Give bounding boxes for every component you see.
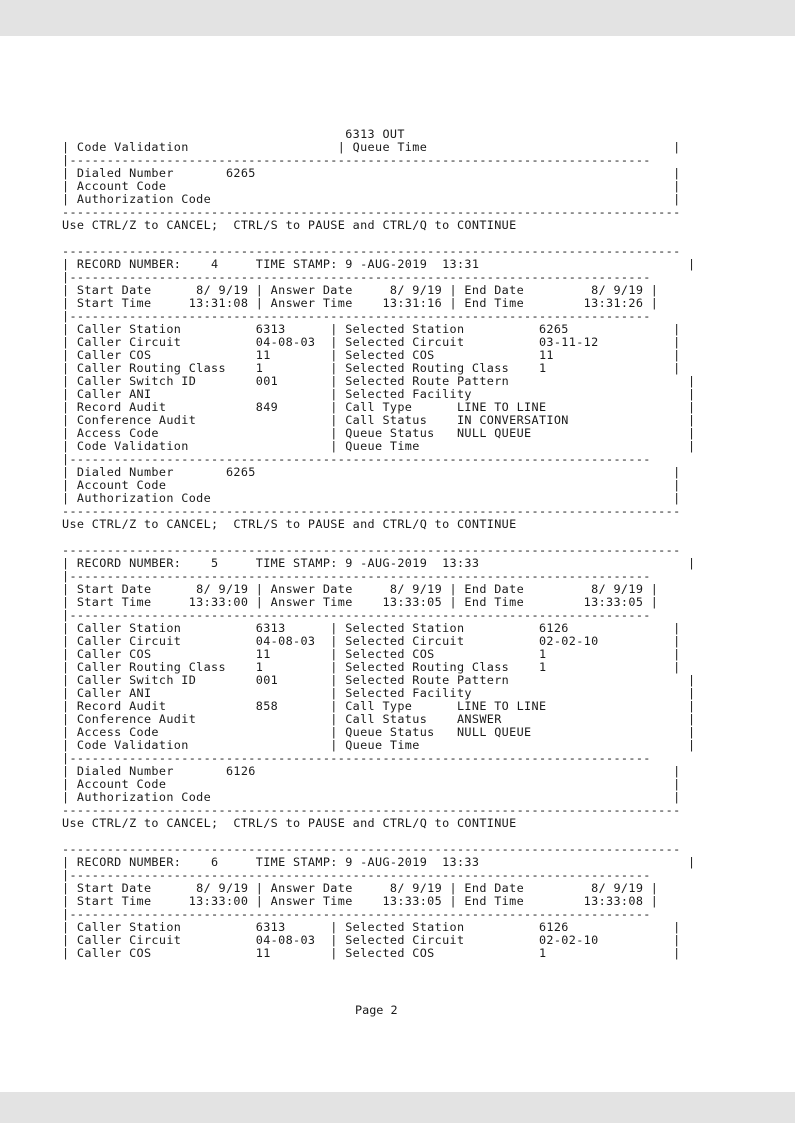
call-record-printout — [62, 128, 695, 960]
printout-line: | Caller Circuit 04-08-03 | Selected Circuit 02-02-10 | — [62, 933, 681, 947]
printout-line: ----------------------------------------------------------------------------------- — [62, 504, 681, 518]
printout-line: | Start Time 13:33:00 | Answer Time 13:33:05 | End Time 13:33:05 | — [62, 595, 659, 609]
printout-line: | Account Code | — [62, 478, 681, 492]
printout-line: | RECORD NUMBER: 6 TIME STAMP: 9 -AUG-2019 13:33 | — [62, 855, 696, 869]
printout-line: | Code Validation | Queue Time | — [62, 439, 696, 453]
printout-line: | Caller Station 6313 | Selected Station 6265 | — [62, 322, 681, 336]
printout-line: | Conference Audit | Call Status IN CONVERSATION | — [62, 413, 696, 427]
printout-line: | Caller ANI | Selected Facility | — [62, 387, 696, 401]
printout-line: Use CTRL/Z to CANCEL; CTRL/S to PAUSE and CTRL/Q to CONTINUE — [62, 816, 517, 830]
printout-line: |------------------------------------------------------------------------------ — [62, 608, 651, 622]
printout-line: | Start Date 8/ 9/19 | Answer Date 8/ 9/19 | End Date 8/ 9/19 | — [62, 582, 659, 596]
printout-line: | Record Audit 858 | Call Type LINE TO LINE | — [62, 699, 696, 713]
printout-line: | Dialed Number 6265 | — [62, 465, 681, 479]
printout-line: | Authorization Code | — [62, 491, 681, 505]
printout-line: |------------------------------------------------------------------------------ — [62, 452, 651, 466]
printout-line: ----------------------------------------------------------------------------------- — [62, 842, 681, 856]
printout-line: | Caller Station 6313 | Selected Station 6126 | — [62, 621, 681, 635]
printout-line: | Caller COS 11 | Selected COS 11 | — [62, 348, 681, 362]
printout-line: | Access Code | Queue Status NULL QUEUE | — [62, 725, 696, 739]
printout-line: | Dialed Number 6265 | — [62, 166, 681, 180]
printout-line: |------------------------------------------------------------------------------ — [62, 907, 651, 921]
scanner-bottom-band — [0, 1092, 795, 1123]
scanner-top-band — [0, 0, 795, 36]
printout-line: ----------------------------------------------------------------------------------- — [62, 205, 681, 219]
printout-line: |------------------------------------------------------------------------------ — [62, 868, 651, 882]
printout-line: | Caller COS 11 | Selected COS 1 | — [62, 946, 681, 960]
printout-line: | Authorization Code | — [62, 790, 681, 804]
printout-line: |------------------------------------------------------------------------------ — [62, 751, 651, 765]
printout-line: ----------------------------------------------------------------------------------- — [62, 543, 681, 557]
printout-line: Use CTRL/Z to CANCEL; CTRL/S to PAUSE and CTRL/Q to CONTINUE — [62, 218, 517, 232]
printout-line: | RECORD NUMBER: 5 TIME STAMP: 9 -AUG-2019 13:33 | — [62, 556, 696, 570]
printout-line: | Start Date 8/ 9/19 | Answer Date 8/ 9/19 | End Date 8/ 9/19 | — [62, 283, 659, 297]
printout-line: | Account Code | — [62, 179, 681, 193]
printout-line: | Code Validation | Queue Time | — [62, 738, 696, 752]
printout-line: |------------------------------------------------------------------------------ — [62, 153, 651, 167]
page-number: Page 2 — [355, 1003, 398, 1017]
printout-line: ----------------------------------------------------------------------------------- — [62, 803, 681, 817]
printout-line: | Caller ANI | Selected Facility | — [62, 686, 696, 700]
printout-line: | Start Date 8/ 9/19 | Answer Date 8/ 9/19 | End Date 8/ 9/19 | — [62, 881, 659, 895]
printout-line: | Authorization Code | — [62, 192, 681, 206]
printout-line: | Caller Circuit 04-08-03 | Selected Circuit 03-11-12 | — [62, 335, 681, 349]
printout-line: | Account Code | — [62, 777, 681, 791]
printout-line: | Caller Switch ID 001 | Selected Route Pattern | — [62, 673, 696, 687]
printout-line: |------------------------------------------------------------------------------ — [62, 309, 651, 323]
printout-line: | Record Audit 849 | Call Type LINE TO LINE | — [62, 400, 696, 414]
printout-line: | Caller Circuit 04-08-03 | Selected Circuit 02-02-10 | — [62, 634, 681, 648]
printout-line: | RECORD NUMBER: 4 TIME STAMP: 9 -AUG-2019 13:31 | — [62, 257, 696, 271]
printout-line: | Start Time 13:31:08 | Answer Time 13:31:16 | End Time 13:31:26 | — [62, 296, 659, 310]
printout-line: | Dialed Number 6126 | — [62, 764, 681, 778]
printout-line: ----------------------------------------------------------------------------------- — [62, 244, 681, 258]
printout-line: | Conference Audit | Call Status ANSWER | — [62, 712, 696, 726]
printout-line: | Start Time 13:33:00 | Answer Time 13:33:05 | End Time 13:33:08 | — [62, 894, 659, 908]
printout-line: | Access Code | Queue Status NULL QUEUE | — [62, 426, 696, 440]
printout-line: | Caller COS 11 | Selected COS 1 | — [62, 647, 681, 661]
printout-line: | Caller Switch ID 001 | Selected Route Pattern | — [62, 374, 696, 388]
printout-line: Use CTRL/Z to CANCEL; CTRL/S to PAUSE and CTRL/Q to CONTINUE — [62, 517, 517, 531]
printout-line: |------------------------------------------------------------------------------ — [62, 569, 651, 583]
printout-line: 6313 OUT — [62, 127, 405, 141]
printout-line: | Code Validation | Queue Time | — [62, 140, 681, 154]
printout-line: | Caller Station 6313 | Selected Station 6126 | — [62, 920, 681, 934]
printout-line: |------------------------------------------------------------------------------ — [62, 270, 651, 284]
printout-line: | Caller Routing Class 1 | Selected Routing Class 1 | — [62, 361, 681, 375]
printout-line: | Caller Routing Class 1 | Selected Routing Class 1 | — [62, 660, 681, 674]
